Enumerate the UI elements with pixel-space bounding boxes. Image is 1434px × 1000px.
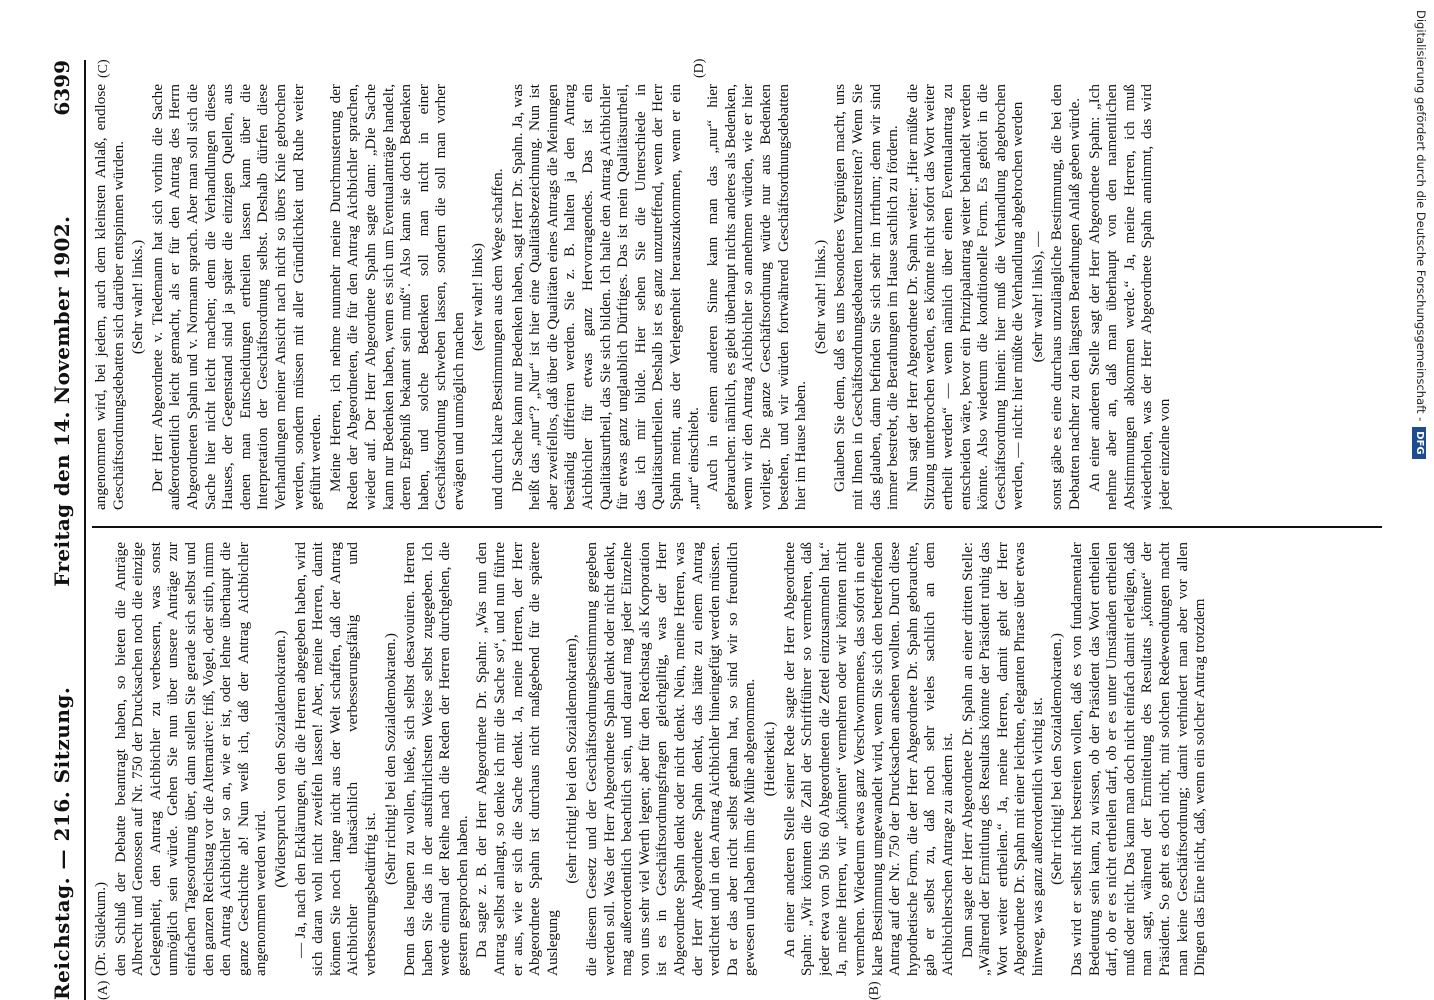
- running-header: [40, 60, 86, 1000]
- interjection: (Sehr richtig! bei den Sozialdemokraten.): [381, 633, 399, 885]
- interjection: (Widerspruch von den Sozialdemokraten.): [271, 630, 289, 888]
- interjection: (Sehr richtig! bei den Sozialdemokraten.): [1048, 633, 1066, 885]
- paragraph: sonst gäbe es eine durchaus unzulängliche Bestimmung, die bei den Debatten nachher zu den längsten Berathungen Anlaß geben würde.: [1048, 84, 1084, 510]
- paragraph: — Ja, nach den Erklärungen, die die Herren abgegeben haben, wird sich daran wohl nicht zweifeln lassen! Aber, meine Herren, damit können Sie noch lange nicht aus der Welt schaffen, daß der Antrag Aichbichler thatsächlich verbesserungsfähig und verbesserungsbedürftig ist.: [291, 542, 379, 976]
- paragraph: Der Herr Abgeordnete v. Tiedemann hat sich vorhin die Sache außerordentlich leicht gemacht, als er für den Antrag des Herrn Abgeordneten Spahn und v. Normann sprach. Aber man soll sich die Sache hier nicht leicht machen; denn die Verhandlungen dieses Hauses, der Gegenstand sind ja später die einzigen Quellen, aus denen man Entscheidungen ertheilen lassen kann über die Interpretation der Geschäftsordnung selbst. Deshalb dürfen diese Verhandlungen meiner Ansicht nach nicht so übers Knie gebrochen werden, sondern müssen mit aller Gründlichkeit und Ruhe weiter geführt werden.: [148, 84, 325, 510]
- paragraph: Meine Herren, ich nehme nunmehr meine Durchmusterung der Reden der Abgeordneten, die für den Antrag Aichbichler sprachen, wieder auf. Der Herr Abgeordnete Spahn sagte dann: „Die Sache kann nur Bedenken haben, wenn es sich um Eventualanträge handelt, deren Ergebniß bekannt sein muß“. Also kann sie doch Bedenken haben, und solche Bedenken soll man nicht in einer Geschäftsordnung schweben lassen, sondern die soll man vorher erwägen und unmöglich machen: [326, 84, 467, 510]
- header-date: Freitag den 14. November 1902.: [50, 215, 74, 587]
- paragraph: An einer anderen Stelle sagt der Herr Abgeordnete Spahn: „Ich nehme aber an, daß man überhaupt von den namentlichen Abstimmungen abkommen werde.“ Ja, meine Herren, ich muß wiederholen, was der Herr Abgeordnete Spahn annimmt, das wird jeder einzelne von: [1085, 84, 1174, 510]
- page-number: 6399: [50, 60, 74, 116]
- right-column: [92, 84, 1382, 510]
- interjection: (Sehr wahr! links.): [129, 239, 147, 355]
- paragraph: die diesem Gesetz und der Geschäftsordnungsbestimmung gegeben werden soll. Was der Herr Abgeordnete Spahn denkt oder nicht denkt, mag außerordentlich beachtlich sein, und darauf mag jeder Einzelne von uns sehr viel Werth legen; aber für den Reichstag als Korporation ist es in Geschäftsordnungsfragen gleichgiltig, was der Herr Abgeordnete Spahn denkt oder nicht denkt. Nein, meine Herren, was der Herr Abgeordnete Spahn denkt, das hätte zu einem Antrag verdichtet und in den Antrag Aichbichler hineingefügt werden müssen. Da er das aber nicht selbst gethan hat, so sind wir so freundlich gewesen und haben ihm die Mühe abgenommen.: [583, 542, 759, 976]
- text-columns: [92, 60, 1382, 1000]
- paragraph: Dann sagte der Herr Abgeordnete Dr. Spahn an einer dritten Stelle: „Während der Ermittlung des Resultats könnte der Präsident ruhig das Wort weiter ertheilen.“ Ja, meine Herren, damit geht der Herr Abgeordnete Dr. Spahn mit einer leichten, eleganten Phrase über etwas hinweg, was ganz außerordentlich wichtig ist.: [958, 542, 1046, 976]
- credit-text: Digitalisierung gefördert durch die Deutsche Forschungsgemeinschaft -: [1414, 10, 1428, 422]
- paragraph: Denn das leugnen zu wollen, hieße, sich selbst desavouiren. Herren haben Sie das in der ausführlichsten Weise selbst zugegeben. Ich werde einmal der Reihe nach die Reden der Herren durchgehen, die gestern gesprochen haben.: [401, 542, 471, 976]
- dfg-logo: DFG: [1412, 427, 1426, 458]
- paragraph: Nun sagt der Herr Abgeordnete Dr. Spahn weiter: „Hier müßte die Sitzung unterbrochen werden, es könnte nicht sofort das Wort weiter ertheilt werden“ — wenn nämlich über einen Eventualantrag zu entscheiden wäre, bevor ein Prinzipalantrag weiter behandelt werden könnte. Also wiederum die konditionelle Form. Es gehört in die Geschäftsordnung hinein: hier muß die Verhandlung abgebrochen werden, — nicht: hier müßte die Verhandlung abgebrochen werden: [903, 84, 1027, 510]
- header-title: Reichstag. — 216. Sitzung.: [50, 686, 74, 1000]
- margin-mark-b: (B): [867, 981, 882, 1000]
- paragraph: Das wird er selbst nicht bestreiten wollen, daß es von fundamentaler Bedeutung sein kann, zu wissen, ob der Präsident das Wort ertheilen darf, ob er es nicht ertheilen darf, ob er es unter Umständen ertheilen muß oder nicht. Das kann man doch nicht einfach damit erledigen, daß man sagt, während der Ermittelung des Resultats „könnte“ der Präsident. So geht es doch nicht, mit solchen Redewendungen macht man keine Geschäftsordnung; damit verhindert man aber vor allen Dingen das Eine nicht, daß, wenn ein solcher Antrag trotzdem: [1068, 542, 1209, 976]
- rotated-page: [40, 60, 1385, 1000]
- margin-mark-c: (C): [96, 59, 111, 78]
- paragraph: Da sagte z. B. der Herr Abgeordnete Dr. Spahn: „Was nun den Antrag selbst anlangt, so denke ich mir die Sache so“, und nun führte er aus, wie er sich die Sache denkt. Ja, meine Herren, der Herr Abgeordnete Spahn ist durchaus nicht maßgebend für die spätere Auslegung: [473, 542, 561, 976]
- paragraph: An einer anderen Stelle seiner Rede sagte der Herr Abgeordnete Spahn: „Wir könnten die Zahl der Schriftführer so vermehren, daß jeder etwa von 50 bis 60 Abgeordneten die Zettel einzusammeln hat.“ Ja, meine Herren, wir „könnten“ vermehren oder wir könnten nicht vermehren. Wiederum etwas ganz Verschwommenes, das sofort in eine klare Bestimmung umgewandelt wird, wenn Sie sich den betreffenden Antrag auf der Nr. 750 der Drucksachen ansehen wollten. Durch diese hypothetische Form, die der Herr Abgeordnete Dr. Spahn gebrauchte, gab er selbst zu, daß noch sehr vieles sachlich an dem Aichbichlerschen Antrage zu ändern ist.: [780, 542, 956, 976]
- margin-mark-a: (A): [96, 980, 111, 1000]
- paragraph: Glauben Sie denn, daß es uns besonderes Vergnügen macht, uns mit Ihnen in Geschäftsordnungsdebatten herumzustreiten? Wenn Sie das glauben, dann befinden Sie sich sehr im Irrthum; denn wir sind immer bestrebt, die Berathungen im Hause sachlich zu fördern.: [831, 84, 902, 510]
- paragraph: Die Sache kann nur Bedenken haben, sagt Herr Dr. Spahn. Ja, was heißt das „nur“? „Nur“ ist hier eine Qualitätsbezeichnung. Nun ist aber zweifellos, daß über die Qualitäten eines Antrags die Meinungen beständig differiren werden. Sie z. B. halten ja den Antrag Aichbichler für etwas ganz Hervorragendes. Das ist ein Qualitätsurtheil, das Sie sich bilden. Ich halte den Antrag Aichbichler für etwas ganz unglaublich Dürftiges. Das ist mein Qualitätsurtheil, das ich mir bilde. Hier sehen Sie die Unterschiede in Qualitätsurtheilen. Deshalb ist es ganz unzutreffend, wenn der Herr Spahn meint, aus der Verlegenheit herauszukommen, wenn er ein „nur“ einschiebt.: [508, 84, 702, 510]
- interjection: (sehr wahr! links): [469, 243, 487, 351]
- interjection: (Heiterkeit.): [760, 721, 778, 797]
- left-column: [92, 542, 1382, 976]
- paragraph: angenommen wird, bei jedem, auch dem kleinsten Anlaß, endlose Geschäftsordnungsdebatten sich darüber entspinnen würden.: [92, 84, 127, 510]
- interjection: (Sehr wahr! links.): [811, 239, 829, 355]
- digitization-credit: [1412, 10, 1430, 985]
- speaker-label: (Dr. Südekum.): [92, 881, 109, 976]
- interjection: (sehr wahr! links), —: [1028, 231, 1046, 363]
- paragraph: und durch klare Bestimmungen aus dem Wege schaffen.: [489, 168, 507, 510]
- paragraph: den Schluß der Debatte beantragt haben, so bieten die Anträge Albrecht und Genossen auf Nr. 750 der Drucksachen noch die einzige Gelegenheit, den Antrag Aichbichler zu verbessern, was sonst unmöglich sein würde. Gehen Sie nun über unsere Anträge zur einfachen Tagesordnung über, dann stellen Sie gerade sich selbst und den ganzen Reichstag vor die Alternative: friß, Vogel, oder stirb, nimm den Antrag Aichbichler so an, wie er ist, oder lehne überhaupt die ganze Geschichte ab! Nun weiß ich, daß der Antrag Aichbichler angenommen werden wird.: [111, 542, 270, 976]
- margin-mark-d: (D): [692, 58, 707, 78]
- interjection: (sehr richtig! bei den Sozialdemokraten),: [563, 634, 581, 884]
- column-divider: [92, 526, 1382, 528]
- paragraph: Auch in einem anderen Sinne kann man das „nur“ hier gebrauchen: nämlich, es giebt überhaupt nichts anderes als Bedenken, wenn wir den Antrag Aichbichler so annehmen würden, wie er hier vorliegt. Die ganze Geschäftsordnung würde nur aus Bedenken bestehen, und wir würden fortwährend Geschäftsordnungsdebatten hier im Hause haben.: [704, 84, 810, 510]
